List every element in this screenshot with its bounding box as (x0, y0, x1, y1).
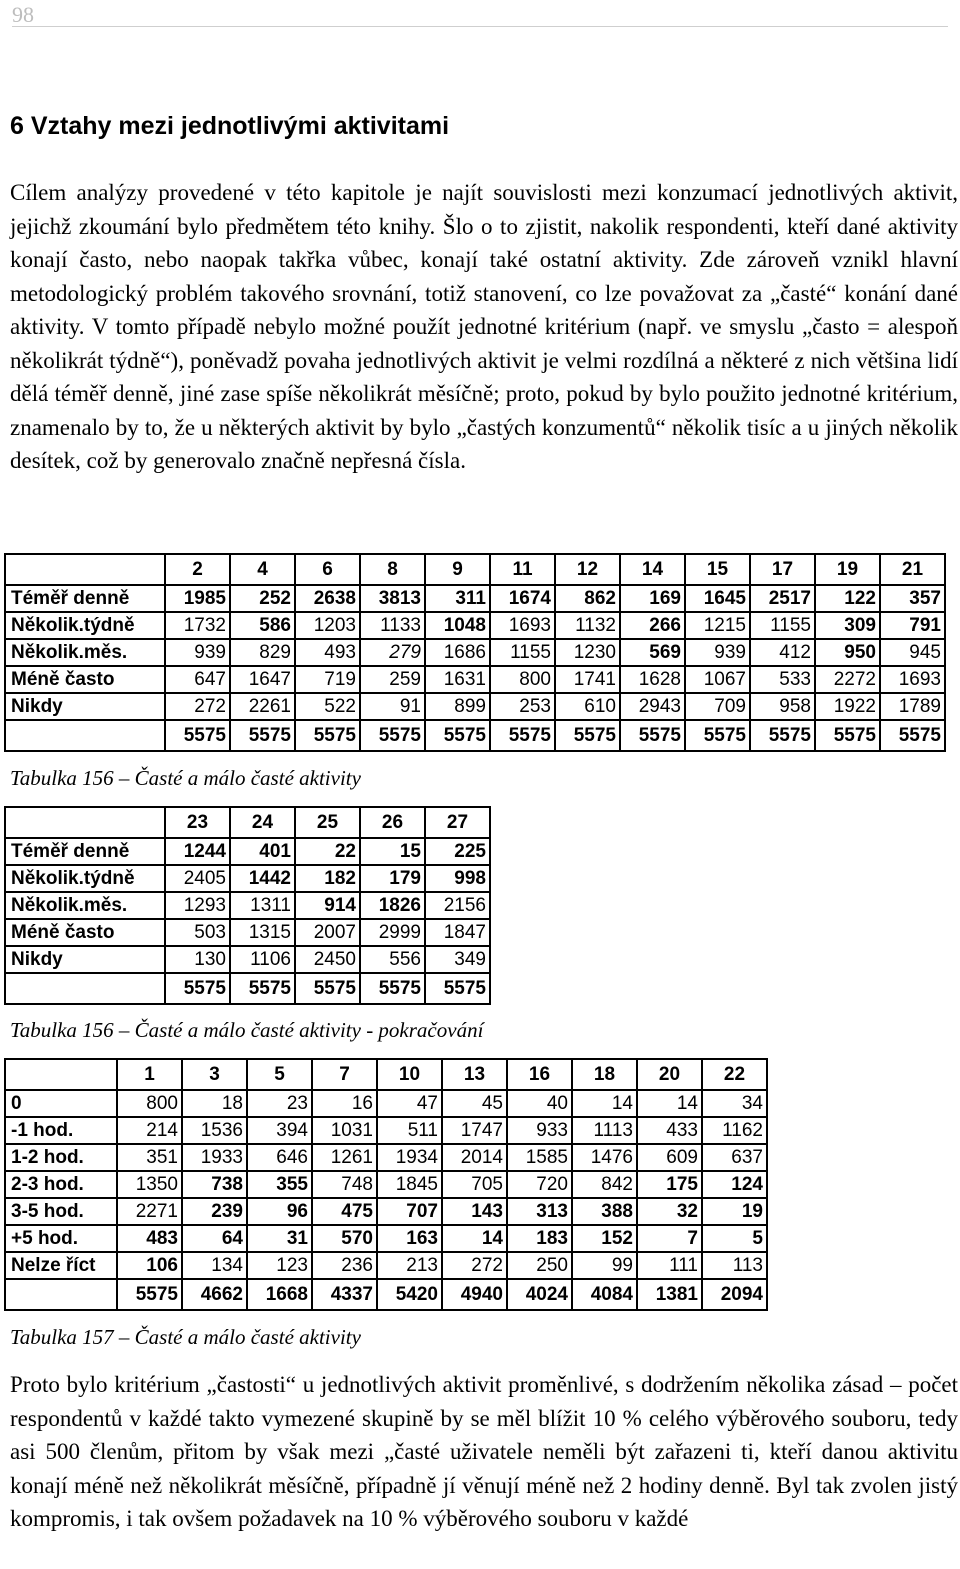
table-cell: 1536 (182, 1117, 247, 1144)
row-label: Několik.týdně (5, 865, 165, 892)
intro-paragraph: Cílem analýzy provedené v této kapitole je najít souvislosti mezi konzumací jednotlivých aktivit, jejichž zkoumání bylo předmětem této knihy. Šlo o to zjistit, nakolik respondenti, kteří dané aktivity konají často, nebo naopak takřka vůbec, konají také ostatní aktivity. Zde zároveň vznikl hlavní metodologický problém takového srovnání, totiž stanovení, co lze považovat za „časté“ konání dané aktivity. V tomto případě nebylo možné použít jednotné kritérium (např. ve smyslu „často = alespoň několikrát týdně“), poněvadž povaha jednotlivých aktivit je velmi rozdílná a některé z nich většina lidí dělá téměř denně, jiné zase spíše několikrát měsíčně; proto, pokud by bylo použito jednotné kritérium, znamenalo by to, že u některých aktivit by bylo „častých konzumentů“ několik tisíc a u jiných několik desítek, což by generovalo značně nepřesná čísla. (10, 180, 958, 473)
row-label: +5 hod. (5, 1225, 117, 1252)
table-cell: 522 (295, 693, 360, 720)
table-cell: 914 (295, 892, 360, 919)
table-cell: 14 (572, 1090, 637, 1117)
table-cell: 239 (182, 1198, 247, 1225)
table-cell: 252 (230, 585, 295, 612)
table-cell: 709 (685, 693, 750, 720)
table-cell: 610 (555, 693, 620, 720)
table-cell: 2272 (815, 666, 880, 693)
total-cell: 5575 (165, 973, 230, 1004)
table-cell: 2271 (117, 1198, 182, 1225)
table-cell: 1847 (425, 919, 490, 946)
table-cell: 272 (165, 693, 230, 720)
row-label: Několik.měs. (5, 892, 165, 919)
table-cell: 14 (442, 1225, 507, 1252)
table-cell: 412 (750, 639, 815, 666)
table-157 (4, 1058, 768, 1311)
total-cell: 5575 (555, 720, 620, 751)
table-cell: 1826 (360, 892, 425, 919)
table-cell: 259 (360, 666, 425, 693)
table-cell: 475 (312, 1198, 377, 1225)
table-cell: 106 (117, 1252, 182, 1279)
table-cell: 1155 (750, 612, 815, 639)
table-row (5, 1198, 767, 1225)
totals-row (5, 973, 490, 1004)
table-156 (4, 553, 946, 752)
table-cell: 182 (295, 865, 360, 892)
table-cell: 91 (360, 693, 425, 720)
table-row (5, 1117, 767, 1144)
table-cell: 1693 (490, 612, 555, 639)
table-cell: 899 (425, 693, 490, 720)
table-cell: 111 (637, 1252, 702, 1279)
total-cell: 5575 (295, 720, 360, 751)
column-header: 9 (425, 554, 490, 585)
table-cell: 1628 (620, 666, 685, 693)
table-cell: 1311 (230, 892, 295, 919)
table-cell: 23 (247, 1090, 312, 1117)
header-corner-cell (5, 807, 165, 838)
table-cell: 47 (377, 1090, 442, 1117)
total-cell: 4337 (312, 1279, 377, 1310)
table-cell: 1789 (880, 693, 945, 720)
table-cell: 720 (507, 1171, 572, 1198)
table-cell: 1155 (490, 639, 555, 666)
column-header: 18 (572, 1059, 637, 1090)
totals-row (5, 720, 945, 751)
row-label: Nikdy (5, 946, 165, 973)
row-label: Nelze říct (5, 1252, 117, 1279)
table-caption: Tabulka 156 – Časté a málo časté aktivity (10, 766, 361, 790)
table-cell: 533 (750, 666, 815, 693)
table-cell: 1113 (572, 1117, 637, 1144)
table-row (5, 838, 490, 865)
table-cell: 113 (702, 1252, 767, 1279)
row-label: Téměř denně (5, 838, 165, 865)
table-cell: 2638 (295, 585, 360, 612)
table-cell: 19 (702, 1198, 767, 1225)
table-cell: 719 (295, 666, 360, 693)
table-cell: 791 (880, 612, 945, 639)
table-row (5, 865, 490, 892)
page-number: 98 (12, 2, 34, 27)
row-label: 3-5 hod. (5, 1198, 117, 1225)
total-cell: 5420 (377, 1279, 442, 1310)
table-cell: 939 (685, 639, 750, 666)
column-header: 3 (182, 1059, 247, 1090)
table-row (5, 585, 945, 612)
table-cell: 503 (165, 919, 230, 946)
table-cell: 748 (312, 1171, 377, 1198)
table-cell: 1674 (490, 585, 555, 612)
table-cell: 862 (555, 585, 620, 612)
table-cell: 2261 (230, 693, 295, 720)
total-cell: 4940 (442, 1279, 507, 1310)
total-cell: 2094 (702, 1279, 767, 1310)
table-cell: 401 (230, 838, 295, 865)
table-cell: 311 (425, 585, 490, 612)
table-cell: 14 (637, 1090, 702, 1117)
table-cell: 123 (247, 1252, 312, 1279)
table-cell: 1067 (685, 666, 750, 693)
row-label: Nikdy (5, 693, 165, 720)
table-cell: 16 (312, 1090, 377, 1117)
table-cell: 99 (572, 1252, 637, 1279)
table-cell: 1631 (425, 666, 490, 693)
total-cell: 5575 (620, 720, 685, 751)
table-header-row (5, 807, 490, 838)
table-cell: 556 (360, 946, 425, 973)
table-cell: 2450 (295, 946, 360, 973)
table-cell: 272 (442, 1252, 507, 1279)
table-row (5, 1090, 767, 1117)
table-cell: 214 (117, 1117, 182, 1144)
table-cell: 357 (880, 585, 945, 612)
table-cell: 569 (620, 639, 685, 666)
table-cell: 1985 (165, 585, 230, 612)
table-cell: 738 (182, 1171, 247, 1198)
table-cell: 1922 (815, 693, 880, 720)
table-cell: 309 (815, 612, 880, 639)
total-cell: 5575 (165, 720, 230, 751)
table-row (5, 1144, 767, 1171)
table-cell: 800 (117, 1090, 182, 1117)
table-cell: 250 (507, 1252, 572, 1279)
table-cell: 511 (377, 1117, 442, 1144)
total-cell: 5575 (815, 720, 880, 751)
total-cell: 1668 (247, 1279, 312, 1310)
table-caption: Tabulka 157 – Časté a málo časté aktivity (10, 1325, 361, 1349)
table-cell: 933 (507, 1117, 572, 1144)
table-cell: 1133 (360, 612, 425, 639)
row-label: Méně často (5, 919, 165, 946)
table-cell: 96 (247, 1198, 312, 1225)
table-cell: 637 (702, 1144, 767, 1171)
total-cell: 5575 (425, 973, 490, 1004)
table-cell: 1215 (685, 612, 750, 639)
table-cell: 1162 (702, 1117, 767, 1144)
table-cell: 169 (620, 585, 685, 612)
totals-label-cell (5, 973, 165, 1004)
column-header: 16 (507, 1059, 572, 1090)
table-cell: 800 (490, 666, 555, 693)
table-cell: 2999 (360, 919, 425, 946)
header-corner-cell (5, 554, 165, 585)
table-row (5, 946, 490, 973)
table-cell: 213 (377, 1252, 442, 1279)
column-header: 26 (360, 807, 425, 838)
totals-row (5, 1279, 767, 1310)
column-header: 20 (637, 1059, 702, 1090)
table-cell: 1230 (555, 639, 620, 666)
table-cell: 1031 (312, 1117, 377, 1144)
table-cell: 2014 (442, 1144, 507, 1171)
column-header: 13 (442, 1059, 507, 1090)
table-cell: 1315 (230, 919, 295, 946)
table-cell: 134 (182, 1252, 247, 1279)
table-cell: 5 (702, 1225, 767, 1252)
row-label: 1-2 hod. (5, 1144, 117, 1171)
column-header: 2 (165, 554, 230, 585)
table-cell: 279 (360, 639, 425, 666)
header-rule (12, 26, 948, 27)
row-label: Několik.měs. (5, 639, 165, 666)
table-cell: 707 (377, 1198, 442, 1225)
column-header: 4 (230, 554, 295, 585)
column-header: 15 (685, 554, 750, 585)
table-cell: 3813 (360, 585, 425, 612)
table-cell: 2007 (295, 919, 360, 946)
column-header: 21 (880, 554, 945, 585)
total-cell: 5575 (230, 973, 295, 1004)
total-cell: 5575 (750, 720, 815, 751)
table-cell: 586 (230, 612, 295, 639)
table-cell: 1106 (230, 946, 295, 973)
table-cell: 1476 (572, 1144, 637, 1171)
table-cell: 1261 (312, 1144, 377, 1171)
column-header: 6 (295, 554, 360, 585)
table-cell: 1293 (165, 892, 230, 919)
table-cell: 163 (377, 1225, 442, 1252)
table-cell: 179 (360, 865, 425, 892)
table-cell: 18 (182, 1090, 247, 1117)
table-cell: 64 (182, 1225, 247, 1252)
table-cell: 225 (425, 838, 490, 865)
table-cell: 253 (490, 693, 555, 720)
table-cell: 122 (815, 585, 880, 612)
column-header: 25 (295, 807, 360, 838)
table-cell: 31 (247, 1225, 312, 1252)
table-cell: 1647 (230, 666, 295, 693)
table-row (5, 892, 490, 919)
row-label: Téměř denně (5, 585, 165, 612)
column-header: 11 (490, 554, 555, 585)
table-cell: 45 (442, 1090, 507, 1117)
table-cell: 130 (165, 946, 230, 973)
table-cell: 1048 (425, 612, 490, 639)
column-header: 23 (165, 807, 230, 838)
table-cell: 483 (117, 1225, 182, 1252)
table-row (5, 612, 945, 639)
column-header: 5 (247, 1059, 312, 1090)
table-cell: 570 (312, 1225, 377, 1252)
table-cell: 175 (637, 1171, 702, 1198)
total-cell: 5575 (295, 973, 360, 1004)
row-label: 2-3 hod. (5, 1171, 117, 1198)
table-cell: 647 (165, 666, 230, 693)
table-row (5, 1252, 767, 1279)
total-cell: 5575 (685, 720, 750, 751)
table-cell: 829 (230, 639, 295, 666)
total-cell: 4024 (507, 1279, 572, 1310)
table-row (5, 639, 945, 666)
table-header-row (5, 554, 945, 585)
table-cell: 183 (507, 1225, 572, 1252)
table-cell: 1747 (442, 1117, 507, 1144)
total-cell: 5575 (880, 720, 945, 751)
table-cell: 34 (702, 1090, 767, 1117)
row-label: Několik.týdně (5, 612, 165, 639)
table-cell: 1203 (295, 612, 360, 639)
column-header: 14 (620, 554, 685, 585)
table-row (5, 1225, 767, 1252)
total-cell: 5575 (117, 1279, 182, 1310)
table-cell: 1442 (230, 865, 295, 892)
table-row (5, 919, 490, 946)
table-cell: 1645 (685, 585, 750, 612)
table-cell: 1732 (165, 612, 230, 639)
column-header: 17 (750, 554, 815, 585)
table-cell: 394 (247, 1117, 312, 1144)
table-cell: 1934 (377, 1144, 442, 1171)
table-cell: 124 (702, 1171, 767, 1198)
column-header: 10 (377, 1059, 442, 1090)
totals-label-cell (5, 1279, 117, 1310)
column-header: 12 (555, 554, 620, 585)
table-header-row (5, 1059, 767, 1090)
header-corner-cell (5, 1059, 117, 1090)
table-cell: 2517 (750, 585, 815, 612)
column-header: 1 (117, 1059, 182, 1090)
total-cell: 5575 (490, 720, 555, 751)
table-cell: 351 (117, 1144, 182, 1171)
table-cell: 1244 (165, 838, 230, 865)
row-label: Méně často (5, 666, 165, 693)
chapter-title: 6 Vztahy mezi jednotlivými aktivitami (10, 112, 450, 140)
column-header: 19 (815, 554, 880, 585)
table-row (5, 693, 945, 720)
table-cell: 998 (425, 865, 490, 892)
table-cell: 15 (360, 838, 425, 865)
table-cell: 349 (425, 946, 490, 973)
row-label: -1 hod. (5, 1117, 117, 1144)
column-header: 24 (230, 807, 295, 838)
table-156-continued (4, 806, 491, 1005)
table-cell: 493 (295, 639, 360, 666)
total-cell: 1381 (637, 1279, 702, 1310)
table-cell: 705 (442, 1171, 507, 1198)
table-cell: 1741 (555, 666, 620, 693)
column-header: 8 (360, 554, 425, 585)
table-cell: 939 (165, 639, 230, 666)
table-cell: 143 (442, 1198, 507, 1225)
column-header: 7 (312, 1059, 377, 1090)
row-label: 0 (5, 1090, 117, 1117)
column-header: 27 (425, 807, 490, 838)
table-cell: 22 (295, 838, 360, 865)
table-caption: Tabulka 156 – Časté a málo časté aktivity - pokračování (10, 1018, 484, 1042)
table-cell: 842 (572, 1171, 637, 1198)
table-cell: 1686 (425, 639, 490, 666)
table-cell: 355 (247, 1171, 312, 1198)
table-cell: 388 (572, 1198, 637, 1225)
table-cell: 1132 (555, 612, 620, 639)
table-row (5, 1171, 767, 1198)
table-cell: 1845 (377, 1171, 442, 1198)
table-cell: 433 (637, 1117, 702, 1144)
table-cell: 40 (507, 1090, 572, 1117)
table-cell: 313 (507, 1198, 572, 1225)
table-cell: 1933 (182, 1144, 247, 1171)
total-cell: 4084 (572, 1279, 637, 1310)
table-cell: 2405 (165, 865, 230, 892)
table-cell: 7 (637, 1225, 702, 1252)
total-cell: 5575 (360, 720, 425, 751)
column-header: 22 (702, 1059, 767, 1090)
table-cell: 266 (620, 612, 685, 639)
table-cell: 609 (637, 1144, 702, 1171)
table-row (5, 666, 945, 693)
total-cell: 5575 (230, 720, 295, 751)
total-cell: 5575 (360, 973, 425, 1004)
table-cell: 32 (637, 1198, 702, 1225)
table-cell: 2156 (425, 892, 490, 919)
table-cell: 1585 (507, 1144, 572, 1171)
table-cell: 1350 (117, 1171, 182, 1198)
total-cell: 5575 (425, 720, 490, 751)
table-cell: 2943 (620, 693, 685, 720)
table-cell: 950 (815, 639, 880, 666)
closing-paragraph: Proto bylo kritérium „častosti“ u jednotlivých aktivit proměnlivé, s dodržením několika zásad – počet respondentů v každé takto vymezené skupině by se měl blížit 10 % celého výběrového souboru, tedy asi 500 členům, přitom by však mezi „časté uživatele neměli být zařazeni ti, kteří danou aktivitu konají méně než několikrát měsíčně, případně jí věnují méně než 2 hodiny denně. Byl tak zvolen jistý kompromis, i tak ovšem požadavek na 10 % výběrového souboru v každé (10, 1372, 958, 1531)
table-cell: 236 (312, 1252, 377, 1279)
table-cell: 945 (880, 639, 945, 666)
totals-label-cell (5, 720, 165, 751)
table-cell: 646 (247, 1144, 312, 1171)
table-cell: 152 (572, 1225, 637, 1252)
table-cell: 1693 (880, 666, 945, 693)
table-cell: 958 (750, 693, 815, 720)
total-cell: 4662 (182, 1279, 247, 1310)
